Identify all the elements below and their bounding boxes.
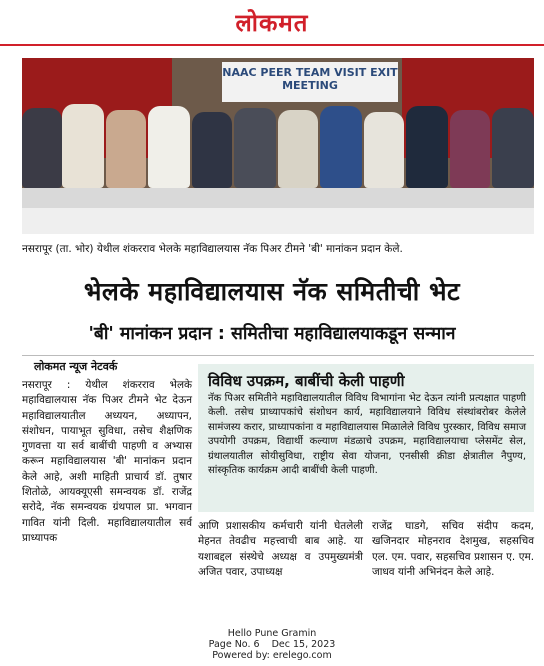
news-photo xyxy=(22,58,534,234)
photo-caption: नसरापूर (ता. भोर) येथील शंकरराव भेलके महाविद्यालयास नॅक पिअर टीमने 'बी' मानांकन प्रदान केले. xyxy=(22,243,403,255)
subheadline: 'बी' मानांकन प्रदान : समितीचा महाविद्यालयाकडून सन्मान xyxy=(88,324,456,344)
photo-crowd xyxy=(22,98,534,188)
sidebar-box xyxy=(198,364,534,512)
masthead xyxy=(0,0,544,44)
footer-edition: Hello Pune Gramin xyxy=(227,628,317,639)
photo-tablecloth xyxy=(22,208,534,234)
divider xyxy=(22,355,534,356)
byline: लोकमत न्यूज नेटवर्क xyxy=(34,360,118,373)
footer-powered-by: Powered by: erelego.com xyxy=(212,650,332,661)
article-column-3: राजेंद्र घाडगे, सचिव संदीप कदम, खजिनदार मोहनराव देशमुख, सहसचिव एल. एम. पवार, सहसचिव प्रशासन ए. एम. जाधव यांनी अभिनंदन केले आहे. xyxy=(372,520,534,578)
photo-banner: NAAC PEER TEAM VISIT EXIT MEETING xyxy=(222,62,398,102)
page-footer xyxy=(0,628,544,661)
masthead-rule xyxy=(0,44,544,46)
sidebar-box-title: विविध उपक्रम, बाबींची केली पाहणी xyxy=(208,372,405,390)
article-column-1: नसरापूर : येथील शंकरराव भेलके महाविद्यालयास नॅक पिअर टीमने भेट देऊन महाविद्यालयातील अध्ययन, अध्यापन, संशोधन, पायाभूत सुविधा, तसेच शैक्षणिक गुणवत्ता या सर्व बाबींची पाहणी व अभ्यास करून महाविद्यालयास 'बी' मानांकन प्रदान केले आहे, अशी माहिती प्राचार्य डॉ. तुषार शितोळे, आयक्यूएसी समन्वयक डॉ. राजेंद्र सरोदे, नॅक समन्वयक ग्रंथपाल प्रा. भगवान गावित यांनी दिली. महाविद्यालयातील सर्व प्राध्यापक xyxy=(22,379,192,544)
footer-page-date: Page No. 6 Dec 15, 2023 xyxy=(208,639,336,650)
article-column-2: आणि प्रशासकीय कर्मचारी यांनी घेतलेली मेहनत तेवढीच महत्त्वाची बाब आहे. या यशाबद्दल संस्थेचे अध्यक्ष व उपमुख्यमंत्री अजित पवार, उपाध्यक्ष xyxy=(198,520,363,578)
newspaper-logo: लोकमत xyxy=(235,9,309,37)
sidebar-box-body: नॅक पिअर समितीने महाविद्यालयातील विविध विभागांना भेट देऊन त्यांनी प्रत्यक्षात पाहणी केली. तसेच प्राध्यापकांचे संशोधन कार्य, महाविद्यालयाने विविध संस्थांबरोबर केलेले सामंजस्य करार, प्राध्यापकांना व महाविद्यालयास मिळालेले विविध पुरस्कार, विविध समाज उपयोगी उपक्रम, विद्यार्थी कल्याण मंडळाचे उपक्रम, महाविद्यालयाचा प्लेसमेंट सेल, ग्रंथालयातील सोयीसुविधा, राष्ट्रीय सेवा योजना, एनसीसी क्रीडा क्षेत्रातील नैपुण्य, सांस्कृतिक कार्यक्रम आदी बाबींची केली पाहणी. xyxy=(208,393,526,477)
headline: भेलके महाविद्यालयास नॅक समितीची भेट xyxy=(83,277,461,306)
